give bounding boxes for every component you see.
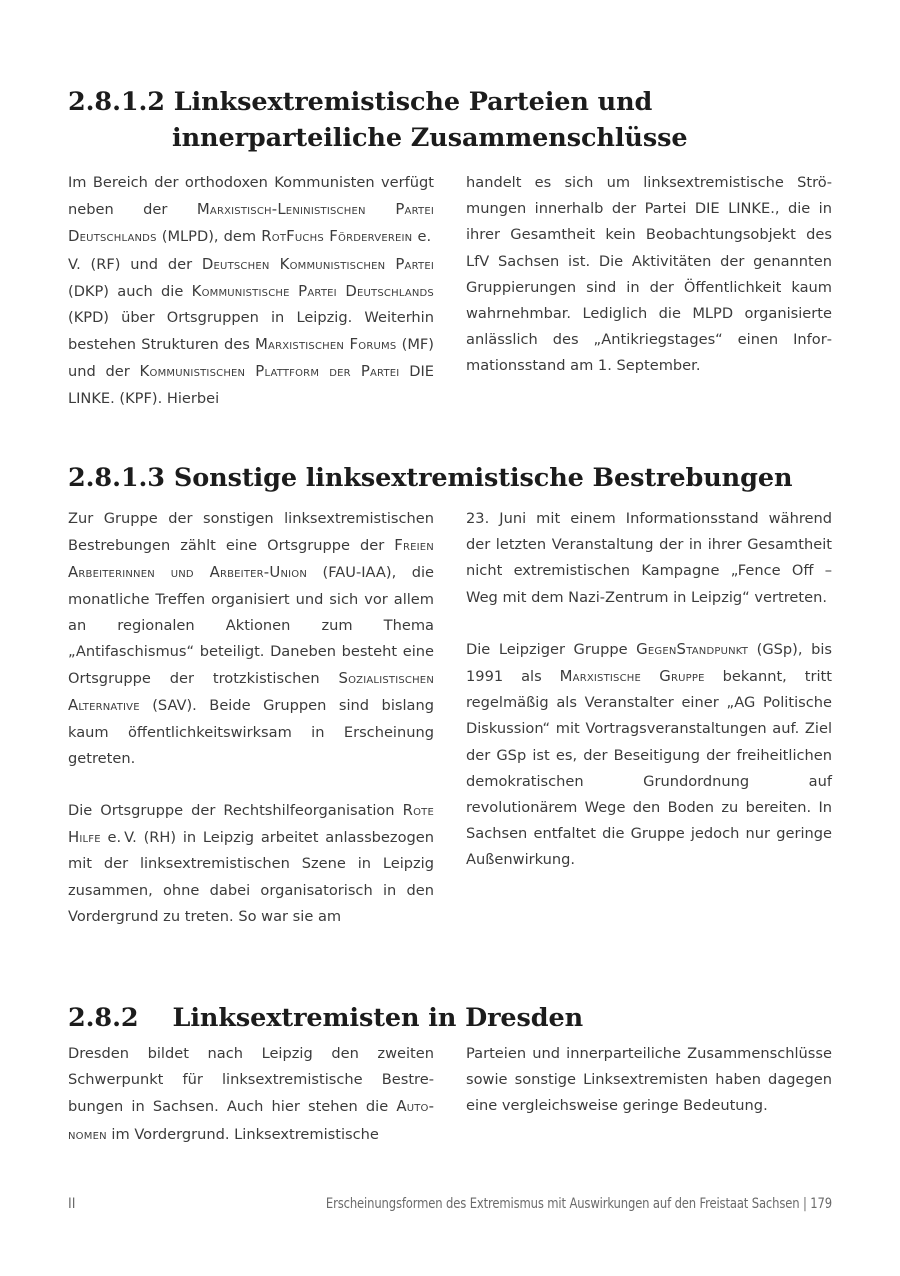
small-caps-name: RotFuchs Förderverein bbox=[261, 227, 413, 246]
small-caps-name: Freien Arbeiterinnen und Arbeiter-Union bbox=[68, 536, 434, 582]
page-footer bbox=[68, 1196, 832, 1212]
heading-number: 2.8.1.2 bbox=[68, 87, 165, 118]
heading-section-2-8-1-2 bbox=[68, 84, 768, 156]
text-block-section-2-8-1-3 bbox=[68, 506, 832, 930]
paragraph: Die Ortsgruppe der Rechtshilfeorganisation Rote Hilfe e. V. (RH) in Leipzig arbeitet anlassbezogen mit der linksextremistischen Szene in Leipzig zusammen, ohne dabei organisatorisch in den Vordergrund zu treten. So war sie am bbox=[68, 801, 434, 925]
small-caps-name: GegenStandpunkt bbox=[636, 639, 749, 658]
small-caps-name: Marxistischen Forums bbox=[255, 335, 397, 354]
paragraph: handelt es sich um linksextremistische Strömungen innerhalb der Partei DIE LINKE., die in ihrer Gesamtheit kein Beobachtungsobjekt des LfV Sachsen ist. Die Aktivitäten der genannten Gruppierungen sind in der Öffentlichkeit kaum wahrnehmbar. Lediglich die MLPD organisierte anlässlich des „Antikriegstages“ einen Informationsstand am 1. September. bbox=[466, 174, 832, 375]
small-caps-name: Autonomen bbox=[68, 1097, 434, 1143]
paragraph: Parteien und innerparteiliche Zusammenschlüsse sowie sonstige Linksextremisten haben dagegen eine vergleichsweise geringe Bedeutung. bbox=[466, 1045, 832, 1115]
left-column bbox=[68, 506, 434, 930]
heading-title: Linksextremisten in Dresden bbox=[172, 1003, 584, 1034]
right-column bbox=[466, 170, 832, 412]
text-block-section-2-8-2 bbox=[68, 1041, 832, 1148]
paragraph: Die Leipziger Gruppe GegenStandpunkt (GSp), bis 1991 als Marxistische Gruppe bekannt, tritt regelmäßig als Veranstalter einer „AG Politische Diskussion“ mit Vortragsveranstaltungen auf. Ziel der GSp ist es, der Beseitigung der freiheitlichen demokratischen Grundordnung auf revolutionärem Wege den Boden zu bereiten. In Sachsen entfaltet die Gruppe jedoch nur geringe Außenwirkung. bbox=[466, 639, 832, 869]
paragraph: Zur Gruppe der sonstigen linksextremistischen Bestrebungen zählt eine Ortsgruppe der Freien Arbeiterinnen und Arbeiter-Union (FAU-IAA), die monatliche Treffen organisiert und sich vor allem an regionalen Aktionen zum Thema „Antifaschismus“ beteiligt. Daneben besteht eine Ortsgruppe der trotzkistischen Sozialistischen Alternative (SAV). Beide Gruppen sind bislang kaum öffentlichkeitswirksam in Erscheinung getreten. bbox=[68, 510, 434, 767]
footer-chapter-mark: II bbox=[68, 1196, 76, 1212]
right-column bbox=[466, 1041, 832, 1148]
small-caps-name: Sozialistischen Alternative bbox=[68, 669, 434, 715]
paragraph: Dresden bildet nach Leipzig den zweiten Schwerpunkt für linksextremistische Bestrebungen in Sachsen. Auch hier stehen die Autonomen im Vordergrund. Linksextremistische bbox=[68, 1045, 434, 1143]
small-caps-name: Kommunistische Partei Deutschlands bbox=[191, 281, 434, 300]
heading-section-2-8-2 bbox=[68, 1001, 828, 1035]
heading-title-line-1: Linksextremistische Parteien und bbox=[173, 87, 653, 118]
paragraph: Im Bereich der orthodoxen Kommunisten verfügt neben der Marxistisch-Leninistischen Partei Deutschlands (MLPD), dem RotFuchs Förderverein e. V. (RF) und der Deutschen Kommunistischen Partei (DKP) auch die Kommunistische Partei Deutschlands (KPD) über Ortsgruppen in Leipzig. Weiterhin bestehen Strukturen des Marxistischen Forums (MF) und der Kommunistischen Plattform der Partei DIE LINKE. (KPF). Hierbei bbox=[68, 174, 434, 407]
right-column bbox=[466, 506, 832, 930]
heading-number: 2.8.1.3 bbox=[68, 463, 165, 494]
paragraph: 23. Juni mit einem Informationsstand während der letzten Veranstaltung der in ihrer Gesamtheit nicht extremistischen Kampagne „Fence Off – Weg mit dem Nazi-Zentrum in Leipzig“ vertreten. bbox=[466, 510, 832, 606]
small-caps-name: Marxistisch-Leninistischen Partei Deutschlands bbox=[68, 200, 434, 246]
small-caps-name: Deutschen Kommunistischen Partei bbox=[201, 254, 434, 273]
heading-section-2-8-1-3 bbox=[68, 461, 828, 495]
text-block-section-2-8-1-2 bbox=[68, 170, 832, 412]
heading-number: 2.8.2 bbox=[68, 1003, 139, 1034]
heading-title: Sonstige linksextremistische Bestrebungen bbox=[173, 463, 793, 494]
footer-running-title: Erscheinungsformen des Extremismus mit Auswirkungen auf den Freistaat Sachsen | 179 bbox=[325, 1196, 832, 1212]
left-column bbox=[68, 170, 434, 412]
small-caps-name: Marxistische Gruppe bbox=[559, 667, 705, 686]
small-caps-name: Rote Hilfe bbox=[68, 801, 434, 847]
left-column bbox=[68, 1041, 434, 1148]
heading-title-line-2: innerparteiliche Zusammenschlüsse bbox=[172, 123, 688, 154]
small-caps-name: Kommunistischen Plattform der Partei bbox=[139, 362, 400, 381]
